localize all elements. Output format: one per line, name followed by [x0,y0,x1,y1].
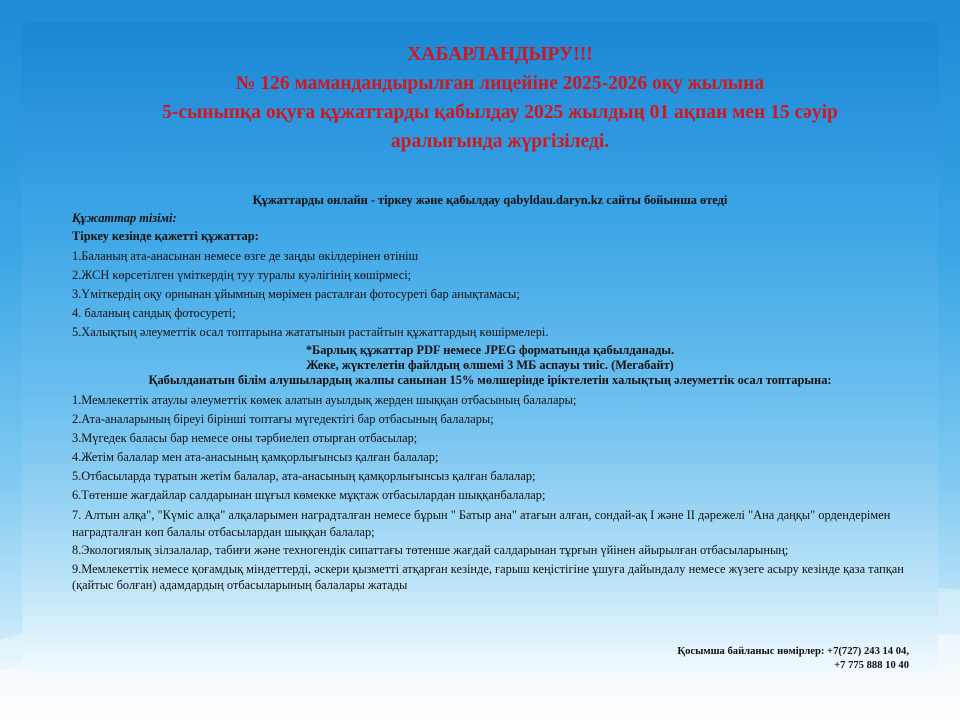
document-item: 2.ЖСН көрсетілген үміткердің туу туралы куәлігінің көшірмесі; [72,268,412,282]
document-item: 1.Баланың ата-анасынан немесе өзге де заңды өкілдерінен өтініш [72,249,419,263]
group-item: 4.Жетім балалар мен ата-анасының қамқорлығынсыз қалған балалар; [72,449,439,464]
document-item: 4. баланың сандық фотосуреті; [72,306,236,320]
intro-line: Құжаттарды онлайн - тіркеу және қабылдау qabyldau.daryn.kz сайты бойынша өтеді [252,193,728,207]
group-item: 6.Төтенше жағдайлар салдарынан шұғыл көмекке мұқтаж отбасылардан шыққанбалалар; [72,487,546,502]
group-item: 5.Отбасыларда тұратын жетім балалар, ата-анасының қамқорлығынсыз қалған балалар; [72,468,536,483]
announcement-headline [70,40,930,156]
format-note-2: Жеке, жүктелетін файлдың өлшемі 3 МБ аспауы тиіс. (Мегабайт) [306,357,674,372]
announcement-period: аралығында жүргізіледі. [390,131,610,152]
contact-line-1: Қосымша байланыс нөмірлер: +7(727) 243 14 04, [677,646,909,657]
announcement-lyceum: № 126 мамандандырылған лицейіне 2025-2026 оқу жылына [235,73,765,94]
group-item: 7. Алтын алқа", "Күміс алқа" алқаларымен наградталған немесе бұрын " Батыр ана" атағын алған, сондай-ақ І және ІІ дәрежелі "Ана даңқы" ордендерімен наградталған көп балалы отбасылардан шыққан балалар; [72,507,891,539]
document-item: 3.Үміткердің оқу орнынан ұйымның мөрімен расталған фотосуреті бар анықтамасы; [72,287,520,301]
document-body [72,191,908,593]
contact-line-2: +7 775 888 10 40 [834,660,909,671]
group-item: 2.Ата-аналарының біреуі бірінші топтағы мүгедектігі бар отбасының балалары; [72,411,494,426]
group-item: 8.Экологиялық зілзалалар, табиғи және техногендік сипаттағы төтенше жағдай салдарынан тұрғын үйінен айырылған отбасыларының; [72,542,789,557]
vulnerable-heading: Қабылданатын білім алушылардың жалпы санынан 15% мөлшерінде іріктелетін халықтың әлеуметтік осал топтарына: [148,373,832,387]
registration-heading: Тіркеу кезінде қажетті құжаттар: [72,229,259,243]
docs-heading: Құжаттар тізімі: [72,211,177,225]
format-note-1: *Барлық құжаттар PDF немесе JPEG форматында қабылданады. [305,343,675,357]
group-item: 9.Мемлекеттік немесе қоғамдық міндеттерді, әскери қызметті атқарған кезінде, ғарыш кеңістігіне ұшуға дайындалу немесе жүзеге асыру кезінде қаза тапқан (қайтыс болған) адамдардың отбасыларының балалары жатады [72,561,904,592]
announcement-dates: 5-сыныпқа оқуға құжаттарды қабылдау 2025 жылдың 01 ақпан мен 15 сәуір [162,102,838,123]
document-item: 5.Халықтың әлеуметтік осал топтарына жататынын растайтын құжаттардың көшірмелері. [72,325,549,339]
group-item: 1.Мемлекеттік атаулы әлеуметтік көмек алатын ауылдық жерден шыққан отбасының балалары; [72,392,577,407]
announcement-title: ХАБАРЛАНДЫРУ!!! [407,44,593,65]
group-item: 3.Мүгедек баласы бар немесе оны тәрбиелеп отырған отбасылар; [72,430,418,445]
contact-numbers [677,645,909,673]
